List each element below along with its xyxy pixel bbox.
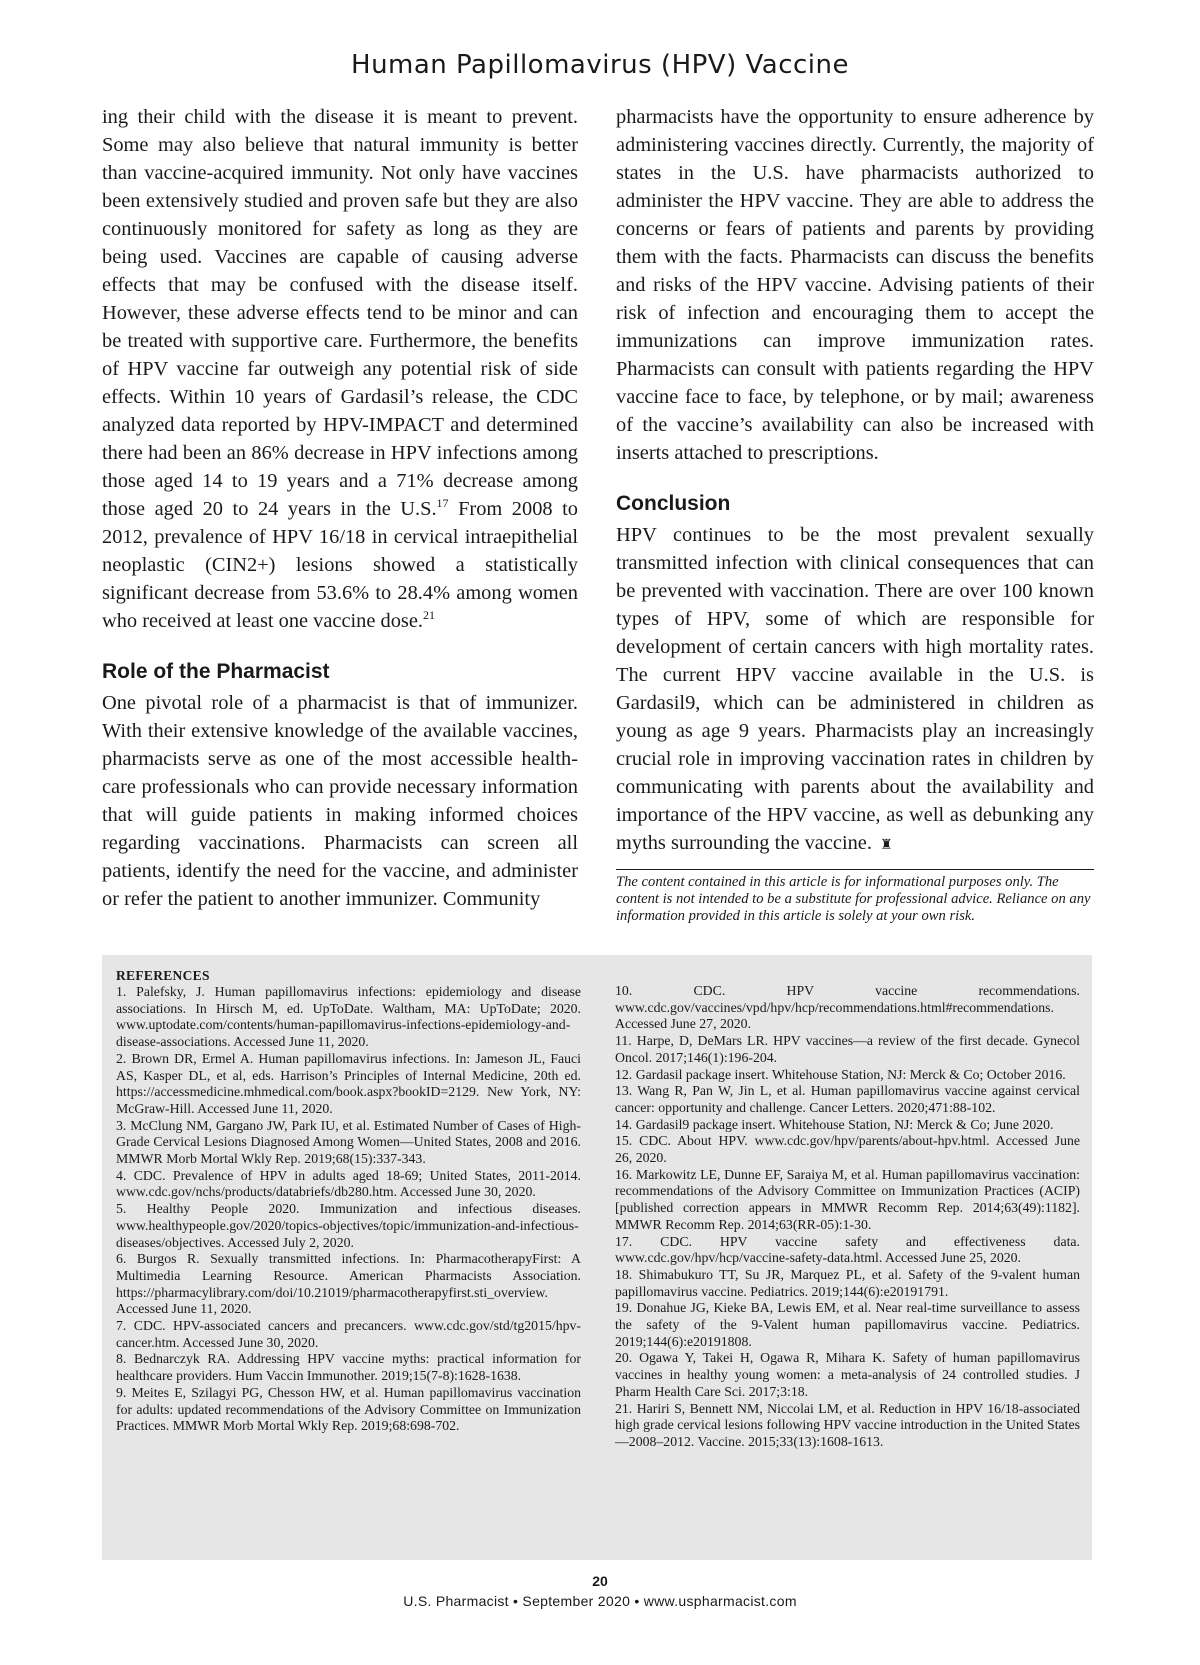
reference-item: 4. CDC. Prevalence of HPV in adults aged 18-69; United States, 2011-2014. www.cdc.gov/nchs/products/databriefs/db280.htm. Accessed June 30, 2020.	[116, 1167, 581, 1200]
references-box	[102, 955, 1092, 1560]
reference-item: 7. CDC. HPV-associated cancers and precancers. www.cdc.gov/std/tg2015/hpv-cancer.htm. Accessed June 30, 2020.	[116, 1318, 581, 1350]
reference-item: 14. Gardasil9 package insert. Whitehouse Station, NJ: Merck & Co; June 2020.	[615, 1116, 1054, 1132]
reference-item: 8. Bednarczyk RA. Addressing HPV vaccine myths: practical information for healthcare providers. Hum Vaccin Immunother. 2019;15(7-8):1628-1638.	[116, 1351, 581, 1384]
reference-item: 9. Meites E, Szilagyi PG, Chesson HW, et al. Human papillomavirus vaccination for adults: updated recommendations of the Advisory Committee on Immunization Practices. MMWR Morb Mortal Wkly Rep. 2019;68:698-702.	[116, 1384, 581, 1434]
end-of-article-icon: ♜	[879, 837, 893, 853]
reference-item: 6. Burgos R. Sexually transmitted infections. In: PharmacotherapyFirst: A Multimedia Learning Resource. American Pharmacists Association. https://pharmacylibrary.com/doi/10.21019/pharmacotherapyfirst.sti_overview. Accessed June 11, 2020.	[116, 1251, 581, 1317]
body-paragraph	[102, 103, 578, 635]
reference-item: 3. McClung NM, Gargano JW, Park IU, et al. Estimated Number of Cases of High-Grade Cervical Lesions Diagnosed Among Women—United States, 2008 and 2016. MMWR Morb Mortal Wkly Rep. 2019;68(15):337-343.	[116, 1117, 581, 1167]
body-paragraph: One pivotal role of a pharmacist is that of immunizer. With their extensive knowledge of the available vaccines, pharmacists serve as one of the most accessible health-care professionals who can provide necessary information that will guide patients in making informed choices regarding vaccinations. Pharmacists can screen all patients, identify the need for the vaccine, and administer or refer the patient to another immunizer. Community	[102, 692, 578, 910]
page-title: Human Papillomavirus (HPV) Vaccine	[351, 50, 849, 80]
disclaimer: The content contained in this article is for informational purposes only. The content is not intended to be a substitute for professional advice. Reliance on any information provided in this article is solely at your own risk.	[616, 869, 1094, 925]
right-column	[616, 103, 1094, 925]
reference-item: 20. Ogawa Y, Takei H, Ogawa R, Mihara K. Safety of human papillomavirus vaccines in healthy young women: a meta-analysis of 24 controlled studies. J Pharm Health Care Sci. 2017;3:18.	[615, 1350, 1080, 1399]
reference-item: 1. Palefsky, J. Human papillomavirus infections: epidemiology and disease associations. In Hirsch M, ed. UpToDate. Waltham, MA: UpToDate; 2020. www.uptodate.com/contents/human-papillomavirus-infections-epidemiology-and-disease-associations. Accessed June 11, 2020.	[116, 984, 581, 1050]
publication-footer: U.S. Pharmacist • September 2020 • www.uspharmacist.com	[403, 1593, 797, 1609]
references-right-column	[615, 983, 1080, 1451]
body-paragraph	[616, 521, 1094, 859]
reference-item: 5. Healthy People 2020. Immunization and infectious diseases. www.healthypeople.gov/2020/topics-objectives/topic/immunization-and-infectious-diseases/objectives. Accessed July 2, 2020.	[116, 1201, 581, 1250]
paragraph-text: From 2008 to 2012, prevalence of HPV 16/18 in cervical intraepithelial neoplastic (CIN2+) lesions showed a statistically significant decrease from 53.6% to 28.4% among women who received at least one vaccine dose.	[102, 498, 578, 632]
reference-item: 15. CDC. About HPV. www.cdc.gov/hpv/parents/about-hpv.html. Accessed June 26, 2020.	[615, 1133, 1080, 1166]
reference-item: 10. CDC. HPV vaccine recommendations. www.cdc.gov/vaccines/vpd/hpv/hcp/recommendations.html#recommendations. Accessed June 27, 2020.	[615, 983, 1080, 1032]
paragraph-text: HPV continues to be the most prevalent sexually transmitted infection with clinical consequences that can be prevented with vaccination. There are over 100 known types of HPV, some of which are responsible for development of certain cancers with high mortality rates. The current HPV vaccine available in the U.S. is Gardasil9, which can be administered in children as young as age 9 years. Pharmacists play an increasingly crucial role in improving vaccination rates in children by communicating with parents about the availability and importance of the HPV vaccine, as well as debunking any myths surrounding the vaccine.	[616, 524, 1094, 854]
section-heading-role: Role of the Pharmacist	[102, 660, 330, 683]
left-column	[102, 103, 578, 913]
references-heading: REFERENCES	[116, 968, 210, 983]
reference-item: 21. Hariri S, Bennett NM, Niccolai LM, et al. Reduction in HPV 16/18-associated high grade cervical lesions following HPV vaccine introduction in the United States—2008–2012. Vaccine. 2015;33(13):1608-1613.	[615, 1400, 1080, 1449]
page-number: 20	[592, 1573, 608, 1589]
body-paragraph: pharmacists have the opportunity to ensure adherence by administering vaccines directly. Currently, the majority of states in the U.S. have pharmacists authorized to administer the HPV vaccine. They are able to address the concerns or fears of patients and parents by providing them with the facts. Pharmacists can discuss the benefits and risks of the HPV vaccine. Advising patients of their risk of infection and encouraging them to accept the immunizations can improve immunization rates. Pharmacists can consult with patients regarding the HPV vaccine face to face, by telephone, or by mail; awareness of the vaccine’s availability can also be increased with inserts attached to prescriptions.	[616, 106, 1094, 464]
citation-superscript: 21	[423, 608, 436, 623]
reference-item: 19. Donahue JG, Kieke BA, Lewis EM, et al. Near real-time surveillance to assess the safety of the 9-Valent human papillomavirus vaccine. Pediatrics. 2019;144(6):e20191808.	[615, 1300, 1080, 1349]
references-left-column	[116, 967, 581, 1435]
reference-item: 2. Brown DR, Ermel A. Human papillomavirus infections. In: Jameson JL, Fauci AS, Kasper DL, et al, eds. Harrison’s Principles of Internal Medicine, 20th ed. https://accessmedicine.mhmedical.com/book.aspx?bookID=2129. New York, NY: McGraw-Hill. Accessed June 11, 2020.	[116, 1050, 581, 1116]
reference-item: 13. Wang R, Pan W, Jin L, et al. Human papillomavirus vaccine against cervical cancer: opportunity and challenge. Cancer Letters. 2020;471:88-102.	[615, 1083, 1080, 1115]
citation-superscript: 17	[436, 496, 449, 511]
reference-item: 16. Markowitz LE, Dunne EF, Saraiya M, et al. Human papillomavirus vaccination: recommendations of the Advisory Committee on Immunization Practices (ACIP) [published correction appears in MMWR Recomm Rep. 2014;63(49):1182]. MMWR Recomm Rep. 2014;63(RR-05):1-30.	[615, 1166, 1080, 1232]
section-heading-conclusion: Conclusion	[616, 492, 731, 515]
reference-item: 17. CDC. HPV vaccine safety and effectiveness data. www.cdc.gov/hpv/hcp/vaccine-safety-data.html. Accessed June 25, 2020.	[615, 1233, 1080, 1266]
reference-item: 11. Harpe, D, DeMars LR. HPV vaccines—a review of the first decade. Gynecol Oncol. 2017;146(1):196-204.	[615, 1033, 1080, 1065]
paragraph-text: ing their child with the disease it is meant to prevent. Some may also believe that natural immunity is better than vaccine-acquired immunity. Not only have vaccines been extensively studied and proven safe but they are also continuously monitored for safety as long as they are being used. Vaccines are capable of causing adverse effects that may be confused with the disease itself. However, these adverse effects tend to be minor and can be treated with supportive care. Furthermore, the benefits of HPV vaccine far outweigh any potential risk of side effects. Within 10 years of Gardasil’s release, the CDC analyzed data reported by HPV-IMPACT and determined there had been an 86% decrease in HPV infections among those aged 14 to 19 years and a 71% decrease among those aged 20 to 24 years in the U.S.	[102, 106, 578, 520]
reference-item: 12. Gardasil package insert. Whitehouse Station, NJ: Merck & Co; October 2016.	[615, 1066, 1066, 1082]
reference-item: 18. Shimabukuro TT, Su JR, Marquez PL, et al. Safety of the 9-valent human papillomavirus vaccine. Pediatrics. 2019;144(6):e20191791.	[615, 1266, 1080, 1299]
